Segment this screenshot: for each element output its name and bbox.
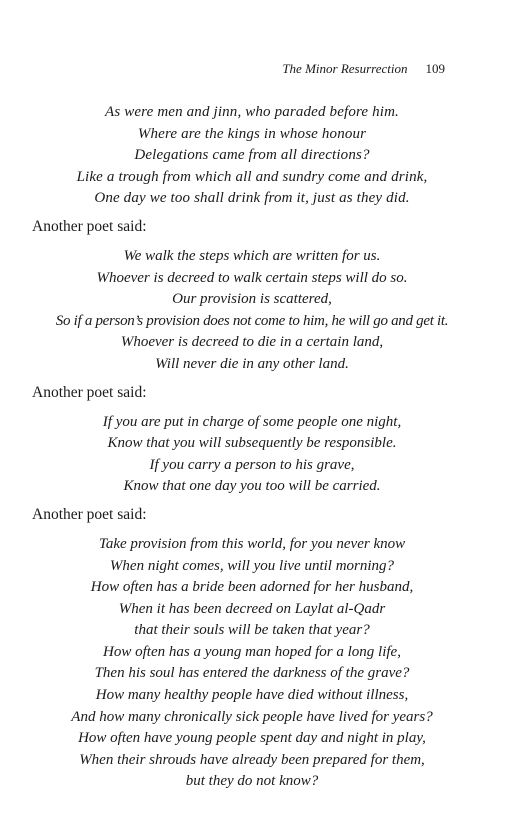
running-title: The Minor Resurrection xyxy=(282,61,408,76)
verse-line: Know that one day you too will be carried. xyxy=(123,478,381,495)
verse-line: Whoever is decreed to die in a certain land, xyxy=(120,334,384,351)
poem-stanza-4 xyxy=(32,534,472,793)
verse-line: Our provision is scattered, xyxy=(172,291,332,308)
verse-line: How often has a young man hoped for a long life, xyxy=(103,643,401,660)
verse-line: If you are put in charge of some people one night, xyxy=(102,413,402,430)
running-head xyxy=(0,61,445,77)
verse-line: How many healthy people have died without illness, xyxy=(95,687,409,704)
verse-line: Whoever is decreed to walk certain steps will do so. xyxy=(96,269,408,286)
verse-line: One day we too shall drink from it, just as they did. xyxy=(94,190,410,207)
poem-stanza-3 xyxy=(32,412,472,498)
verse-line: We walk the steps which are written for us. xyxy=(123,247,381,264)
verse-line: Will never die in any other land. xyxy=(155,355,349,372)
verse-line: Take provision from this world, for you never know xyxy=(98,535,406,552)
verse-line: Then his soul has entered the darkness of the grave? xyxy=(94,665,410,682)
verse-line: When night comes, will you live until morning? xyxy=(109,557,395,574)
verse-line: that their souls will be taken that year? xyxy=(134,622,370,639)
verse-line: Like a trough from which all and sundry come and drink, xyxy=(76,168,428,185)
poem-stanza-2 xyxy=(32,246,472,376)
verse-line: So if a person’s provision does not come to him, he will go and get it. xyxy=(55,312,449,329)
verse-line: How often has a bride been adorned for her husband, xyxy=(90,579,414,596)
verse-line: Know that you will subsequently be responsible. xyxy=(107,435,397,452)
verse-line: Delegations came from all directions? xyxy=(134,147,370,164)
poet-intro-2: Another poet said: xyxy=(32,217,147,235)
poet-intro-3: Another poet said: xyxy=(32,383,147,401)
verse-line: When it has been decreed on Laylat al-Qadr xyxy=(118,600,386,617)
poem-stanza-1 xyxy=(32,102,472,210)
verse-line: How often have young people spent day and night in play, xyxy=(78,730,426,747)
verse-line: but they do not know? xyxy=(185,773,319,790)
verse-line: As were men and jinn, who paraded before him. xyxy=(105,104,399,120)
poet-intro-4: Another poet said: xyxy=(32,505,147,523)
page-body xyxy=(32,102,472,793)
verse-line: When their shrouds have already been prepared for them, xyxy=(79,751,425,768)
verse-line: If you carry a person to his grave, xyxy=(149,456,355,473)
verse-line: And how many chronically sick people have lived for years? xyxy=(71,708,433,725)
page-number: 109 xyxy=(425,61,445,76)
verse-line: Where are the kings in whose honour xyxy=(137,125,367,142)
